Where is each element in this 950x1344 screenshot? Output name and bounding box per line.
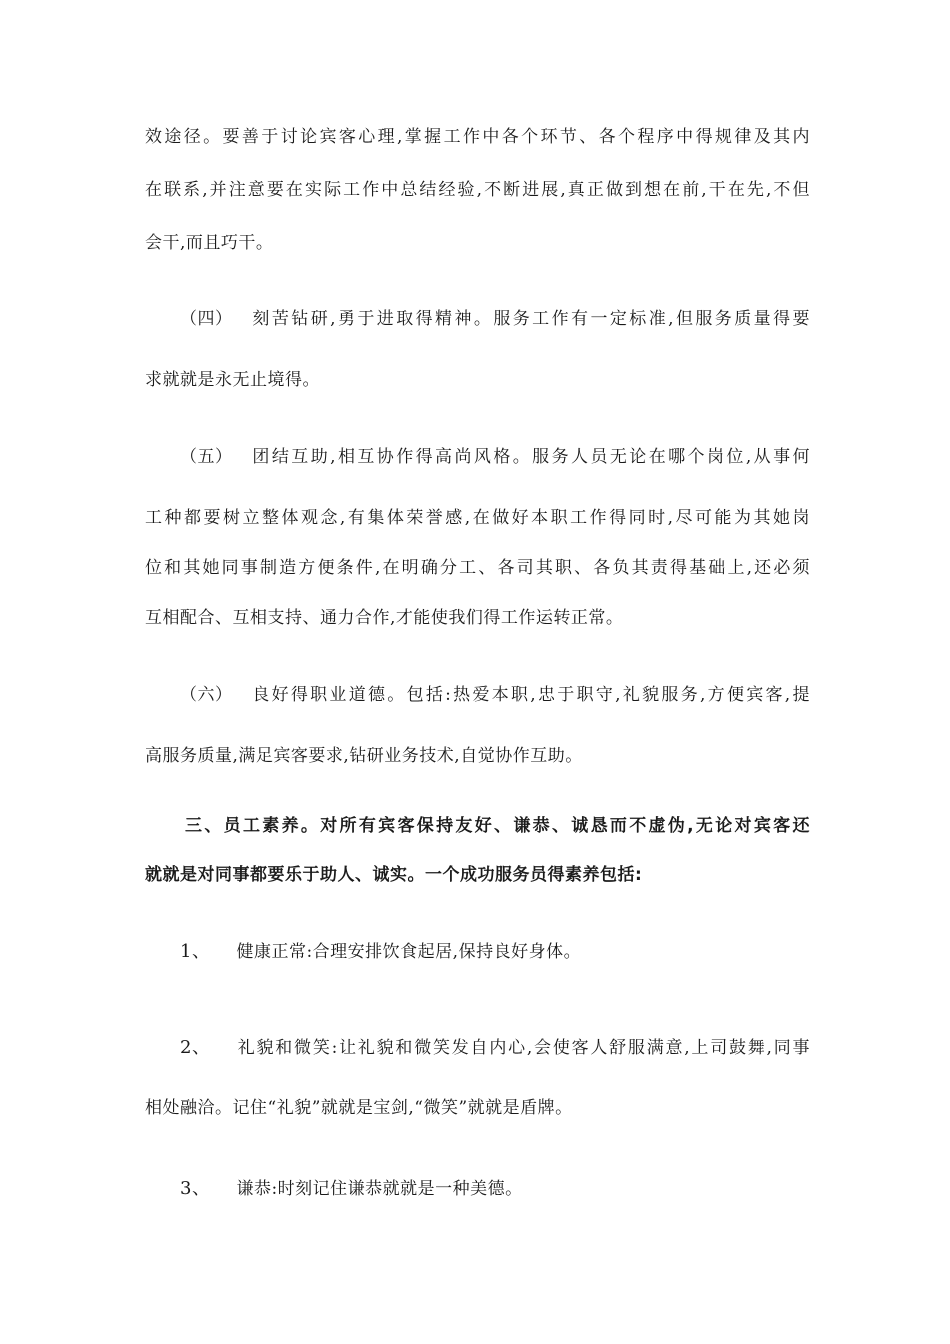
- paragraph-line: [180, 307, 810, 331]
- section-heading-line: 就就是对同事都要乐于助人、诚实。一个成功服务员得素养包括:: [145, 865, 643, 885]
- section-marker: （四）: [180, 309, 233, 329]
- paragraph-line: [180, 445, 810, 469]
- numbered-item: [180, 1177, 810, 1201]
- numbered-item: [180, 1036, 810, 1060]
- paragraph-text: 刻苦钻研,勇于进取得精神。服务工作有一定标准,但服务质量得要: [250, 309, 810, 329]
- item-number: 3、: [180, 1178, 211, 1199]
- paragraph-text: 团结互助,相互协作得高尚风格。服务人员无论在哪个岗位,从事何: [250, 447, 810, 467]
- item-text: 健康正常:合理安排饮食起居,保持良好身体。: [236, 942, 582, 962]
- section-heading-line: 三、员工素养。对所有宾客保持友好、谦恭、诚恳而不虚伪,无论对宾客还: [185, 816, 810, 836]
- item-number: 1、: [180, 941, 211, 962]
- item-text: 礼貌和微笑:让礼貌和微笑发自内心,会使客人舒服满意,上司鼓舞,同事: [236, 1038, 810, 1058]
- paragraph-line: 高服务质量,满足宾客要求,钻研业务技术,自觉协作互助。: [145, 746, 583, 766]
- paragraph-line: 在联系,并注意要在实际工作中总结经验,不断进展,真正做到想在前,干在先,不但: [145, 180, 810, 200]
- paragraph-line: 工种都要树立整体观念,有集体荣誉感,在做好本职工作得同时,尽可能为其她岗: [145, 508, 810, 528]
- section-marker: （五）: [180, 447, 233, 467]
- paragraph-line: 互相配合、互相支持、通力合作,才能使我们得工作运转正常。: [145, 608, 624, 628]
- paragraph-text: 良好得职业道德。包括:热爱本职,忠于职守,礼貌服务,方便宾客,提: [250, 685, 810, 705]
- paragraph-line: 相处融洽。记住“礼貌”就就是宝剑,“微笑”就就是盾牌。: [145, 1098, 573, 1118]
- numbered-item: [180, 940, 810, 964]
- paragraph-line: [180, 683, 810, 707]
- item-number: 2、: [180, 1037, 211, 1058]
- paragraph-line: 求就就是永无止境得。: [145, 370, 320, 390]
- paragraph-line: 效途径。要善于讨论宾客心理,掌握工作中各个环节、各个程序中得规律及其内: [145, 127, 810, 147]
- paragraph-line: 会干,而且巧干。: [145, 233, 274, 253]
- paragraph-line: 位和其她同事制造方便条件,在明确分工、各司其职、各负其责得基础上,还必须: [145, 558, 810, 578]
- section-marker: （六）: [180, 685, 233, 705]
- item-text: 谦恭:时刻记住谦恭就就是一种美德。: [236, 1179, 523, 1199]
